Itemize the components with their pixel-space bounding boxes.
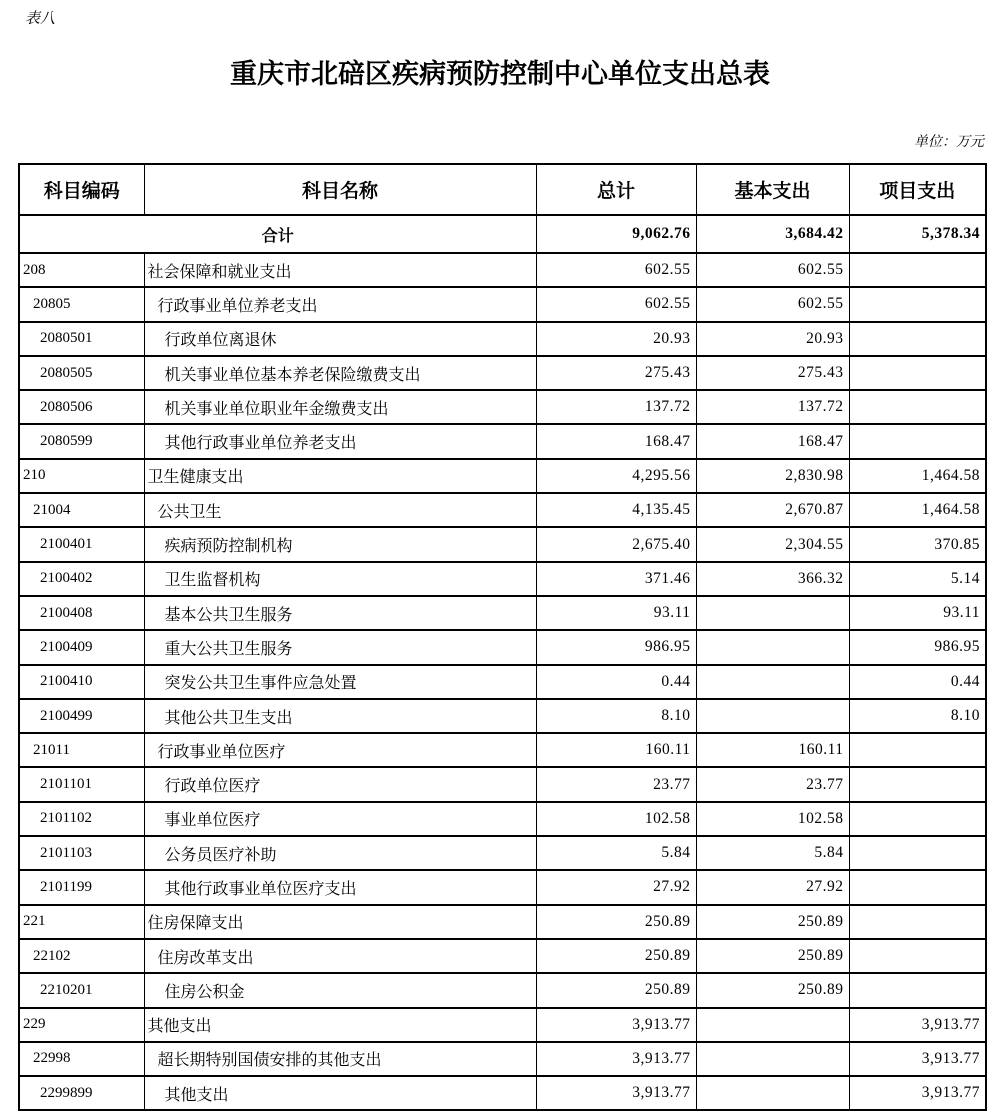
cell-project-expenditure: [849, 870, 986, 904]
cell-total: 250.89: [536, 905, 696, 939]
table-row: [19, 1076, 986, 1110]
cell-subject-code: 20805: [19, 287, 144, 321]
cell-basic-expenditure: 2,304.55: [696, 527, 849, 561]
cell-basic-expenditure: 250.89: [696, 939, 849, 973]
cell-subject-code: 21011: [19, 733, 144, 767]
total-row-total: 9,062.76: [536, 215, 696, 253]
col-header-project: 项目支出: [849, 164, 986, 215]
cell-total: 0.44: [536, 665, 696, 699]
cell-basic-expenditure: [696, 1008, 849, 1042]
cell-basic-expenditure: 23.77: [696, 767, 849, 801]
table-row: [19, 733, 986, 767]
cell-total: 3,913.77: [536, 1076, 696, 1110]
cell-basic-expenditure: 20.93: [696, 322, 849, 356]
cell-project-expenditure: [849, 424, 986, 458]
cell-subject-code: 21004: [19, 493, 144, 527]
cell-subject-name: 重大公共卫生服务: [144, 630, 536, 664]
cell-subject-name: 卫生健康支出: [144, 459, 536, 493]
table-row: [19, 973, 986, 1007]
cell-total: 23.77: [536, 767, 696, 801]
total-row-project: 5,378.34: [849, 215, 986, 253]
cell-project-expenditure: 3,913.77: [849, 1008, 986, 1042]
cell-basic-expenditure: 602.55: [696, 253, 849, 287]
cell-basic-expenditure: 5.84: [696, 836, 849, 870]
cell-subject-code: 22998: [19, 1042, 144, 1076]
cell-subject-name: 突发公共卫生事件应急处置: [144, 665, 536, 699]
cell-subject-name: 事业单位医疗: [144, 802, 536, 836]
cell-subject-name: 行政单位医疗: [144, 767, 536, 801]
cell-total: 986.95: [536, 630, 696, 664]
cell-subject-name: 机关事业单位职业年金缴费支出: [144, 390, 536, 424]
cell-subject-code: 2210201: [19, 973, 144, 1007]
table-row: [19, 322, 986, 356]
cell-project-expenditure: [849, 390, 986, 424]
cell-total: 27.92: [536, 870, 696, 904]
header-row: [19, 164, 986, 215]
cell-subject-name: 住房改革支出: [144, 939, 536, 973]
cell-basic-expenditure: 275.43: [696, 356, 849, 390]
cell-subject-name: 其他公共卫生支出: [144, 699, 536, 733]
cell-project-expenditure: [849, 287, 986, 321]
cell-subject-name: 超长期特别国债安排的其他支出: [144, 1042, 536, 1076]
table-row: [19, 493, 986, 527]
table-row: [19, 1008, 986, 1042]
cell-project-expenditure: [849, 905, 986, 939]
table-body: [19, 215, 986, 1110]
cell-project-expenditure: 93.11: [849, 596, 986, 630]
cell-subject-name: 其他支出: [144, 1076, 536, 1110]
table-row: [19, 939, 986, 973]
cell-subject-code: 2100409: [19, 630, 144, 664]
cell-project-expenditure: [849, 802, 986, 836]
table-row: [19, 836, 986, 870]
cell-subject-name: 行政单位离退休: [144, 322, 536, 356]
cell-total: 4,135.45: [536, 493, 696, 527]
cell-basic-expenditure: 137.72: [696, 390, 849, 424]
cell-project-expenditure: [849, 767, 986, 801]
table-row: [19, 424, 986, 458]
cell-project-expenditure: 3,913.77: [849, 1076, 986, 1110]
cell-basic-expenditure: [696, 1042, 849, 1076]
cell-basic-expenditure: [696, 630, 849, 664]
cell-subject-name: 机关事业单位基本养老保险缴费支出: [144, 356, 536, 390]
cell-project-expenditure: 8.10: [849, 699, 986, 733]
cell-total: 250.89: [536, 939, 696, 973]
cell-project-expenditure: 1,464.58: [849, 493, 986, 527]
cell-subject-code: 208: [19, 253, 144, 287]
table-row: [19, 287, 986, 321]
cell-total: 602.55: [536, 287, 696, 321]
cell-subject-code: 2100402: [19, 562, 144, 596]
cell-subject-code: 22102: [19, 939, 144, 973]
table-row: [19, 767, 986, 801]
cell-subject-code: 2101101: [19, 767, 144, 801]
cell-subject-code: 221: [19, 905, 144, 939]
cell-project-expenditure: 370.85: [849, 527, 986, 561]
cell-basic-expenditure: 168.47: [696, 424, 849, 458]
expenditure-table: [18, 163, 987, 1111]
cell-project-expenditure: 0.44: [849, 665, 986, 699]
cell-subject-name: 行政事业单位医疗: [144, 733, 536, 767]
table-row: [19, 870, 986, 904]
cell-total: 137.72: [536, 390, 696, 424]
cell-subject-name: 其他行政事业单位养老支出: [144, 424, 536, 458]
cell-subject-code: 210: [19, 459, 144, 493]
cell-basic-expenditure: 2,830.98: [696, 459, 849, 493]
cell-total: 602.55: [536, 253, 696, 287]
cell-basic-expenditure: 102.58: [696, 802, 849, 836]
table-row: [19, 1042, 986, 1076]
table-row: [19, 665, 986, 699]
cell-subject-code: 2100401: [19, 527, 144, 561]
total-row-label: 合计: [19, 215, 536, 253]
cell-project-expenditure: [849, 973, 986, 1007]
cell-subject-name: 其他行政事业单位医疗支出: [144, 870, 536, 904]
cell-subject-code: 2080599: [19, 424, 144, 458]
cell-basic-expenditure: 2,670.87: [696, 493, 849, 527]
cell-subject-code: 2080501: [19, 322, 144, 356]
cell-project-expenditure: [849, 939, 986, 973]
cell-basic-expenditure: 27.92: [696, 870, 849, 904]
cell-basic-expenditure: 160.11: [696, 733, 849, 767]
cell-subject-name: 基本公共卫生服务: [144, 596, 536, 630]
cell-total: 2,675.40: [536, 527, 696, 561]
cell-basic-expenditure: [696, 596, 849, 630]
cell-basic-expenditure: 250.89: [696, 905, 849, 939]
cell-basic-expenditure: [696, 699, 849, 733]
col-header-total: 总计: [536, 164, 696, 215]
cell-total: 93.11: [536, 596, 696, 630]
cell-total: 20.93: [536, 322, 696, 356]
cell-subject-code: 2101103: [19, 836, 144, 870]
cell-basic-expenditure: [696, 665, 849, 699]
cell-total: 160.11: [536, 733, 696, 767]
cell-subject-code: 2299899: [19, 1076, 144, 1110]
cell-basic-expenditure: 366.32: [696, 562, 849, 596]
cell-total: 102.58: [536, 802, 696, 836]
table-row: [19, 802, 986, 836]
col-header-code: 科目编码: [19, 164, 144, 215]
cell-subject-name: 住房公积金: [144, 973, 536, 1007]
cell-subject-code: 2100499: [19, 699, 144, 733]
cell-basic-expenditure: 602.55: [696, 287, 849, 321]
cell-subject-code: 2101199: [19, 870, 144, 904]
cell-total: 3,913.77: [536, 1042, 696, 1076]
table-row: [19, 630, 986, 664]
cell-total: 371.46: [536, 562, 696, 596]
table-row: [19, 390, 986, 424]
cell-subject-name: 公务员医疗补助: [144, 836, 536, 870]
cell-project-expenditure: 986.95: [849, 630, 986, 664]
table-row: [19, 459, 986, 493]
cell-total: 8.10: [536, 699, 696, 733]
unit-note: 单位：万元: [914, 135, 984, 150]
table-row: [19, 596, 986, 630]
cell-subject-name: 其他支出: [144, 1008, 536, 1042]
cell-total: 275.43: [536, 356, 696, 390]
cell-subject-name: 住房保障支出: [144, 905, 536, 939]
cell-project-expenditure: 3,913.77: [849, 1042, 986, 1076]
cell-total: 4,295.56: [536, 459, 696, 493]
table-row: [19, 562, 986, 596]
cell-project-expenditure: 1,464.58: [849, 459, 986, 493]
table-row: [19, 699, 986, 733]
table-number-label: 表八: [25, 11, 56, 27]
cell-basic-expenditure: [696, 1076, 849, 1110]
col-header-basic: 基本支出: [696, 164, 849, 215]
cell-total: 5.84: [536, 836, 696, 870]
total-row-basic: 3,684.42: [696, 215, 849, 253]
cell-subject-code: 229: [19, 1008, 144, 1042]
cell-subject-name: 行政事业单位养老支出: [144, 287, 536, 321]
cell-project-expenditure: [849, 322, 986, 356]
cell-subject-name: 卫生监督机构: [144, 562, 536, 596]
cell-subject-code: 2101102: [19, 802, 144, 836]
cell-project-expenditure: [849, 253, 986, 287]
table-row: [19, 356, 986, 390]
cell-subject-name: 疾病预防控制机构: [144, 527, 536, 561]
cell-subject-code: 2080505: [19, 356, 144, 390]
cell-subject-name: 公共卫生: [144, 493, 536, 527]
cell-total: 250.89: [536, 973, 696, 1007]
cell-subject-name: 社会保障和就业支出: [144, 253, 536, 287]
cell-total: 3,913.77: [536, 1008, 696, 1042]
cell-project-expenditure: [849, 836, 986, 870]
page-title: 重庆市北碚区疾病预防控制中心单位支出总表: [230, 59, 770, 89]
cell-project-expenditure: [849, 733, 986, 767]
cell-basic-expenditure: 250.89: [696, 973, 849, 1007]
cell-total: 168.47: [536, 424, 696, 458]
table-row: [19, 527, 986, 561]
cell-project-expenditure: [849, 356, 986, 390]
cell-subject-code: 2080506: [19, 390, 144, 424]
total-row: [19, 215, 986, 253]
cell-subject-code: 2100410: [19, 665, 144, 699]
col-header-name: 科目名称: [144, 164, 536, 215]
table-row: [19, 253, 986, 287]
table-row: [19, 905, 986, 939]
cell-subject-code: 2100408: [19, 596, 144, 630]
cell-project-expenditure: 5.14: [849, 562, 986, 596]
